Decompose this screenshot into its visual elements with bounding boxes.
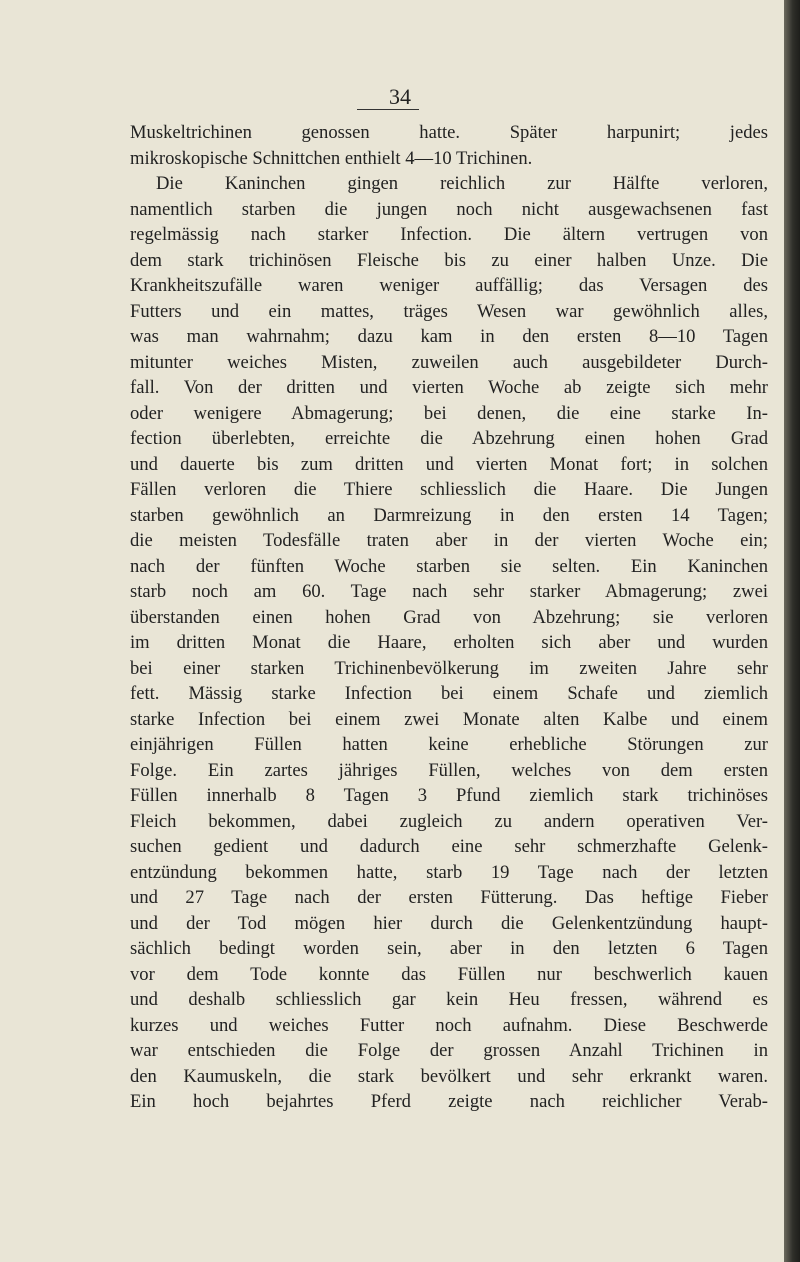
text-line: entzündung bekommen hatte, starb 19 Tage nach der letzten — [130, 861, 768, 883]
text-line: dem stark trichinösen Fleische bis zu einer halben Unze. Die — [130, 249, 768, 271]
text-line: mitunter weiches Misten, zuweilen auch ausgebildeter Durch- — [130, 351, 768, 373]
text-line: mikroskopische Schnittchen enthielt 4—10 Trichinen. — [130, 147, 533, 169]
text-line: fall. Von der dritten und vierten Woche ab zeigte sich mehr — [130, 377, 768, 398]
text-line: fett. Mässig starke Infection bei einem Schafe und ziemlich — [130, 683, 768, 704]
text-line: regelmässig nach starker Infection. Die ältern vertrugen von — [130, 224, 768, 245]
body-text — [130, 120, 768, 1115]
text-line: kurzes und weiches Futter noch aufnahm. Diese Beschwerde — [130, 1014, 768, 1036]
text-line: namentlich starben die jungen noch nicht ausgewachsenen fast — [130, 198, 768, 220]
text-line: Fällen verloren die Thiere schliesslich die Haare. Die Jungen — [130, 479, 768, 500]
text-line: nach der fünften Woche starben sie selten. Ein Kaninchen — [130, 555, 768, 577]
text-line: fection überlebten, erreichte die Abzehrung einen hohen Grad — [130, 428, 768, 449]
text-line: Futters und ein mattes, träges Wesen war gewöhnlich alles, — [130, 300, 768, 322]
text-line: und deshalb schliesslich gar kein Heu fressen, während es — [130, 989, 768, 1010]
text-line: suchen gedient und dadurch eine sehr schmerzhafte Gelenk- — [130, 836, 768, 857]
text-line: im dritten Monat die Haare, erholten sich aber und wurden — [130, 632, 768, 653]
text-line: überstanden einen hohen Grad von Abzehrung; sie verloren — [130, 606, 768, 628]
text-line: starke Infection bei einem zwei Monate alten Kalbe und einem — [130, 708, 768, 730]
page-number: 34 — [389, 84, 411, 109]
text-line: Ein hoch bejahrtes Pferd zeigte nach reichlicher Verab- — [130, 1091, 768, 1112]
text-line: war entschieden die Folge der grossen Anzahl Trichinen in — [130, 1040, 768, 1061]
text-line: Füllen innerhalb 8 Tagen 3 Pfund ziemlich stark trichinöses — [130, 785, 768, 806]
text-line: oder wenigere Abmagerung; bei denen, die eine starke In- — [130, 402, 768, 424]
text-line: bei einer starken Trichinenbevölkerung im zweiten Jahre sehr — [130, 657, 768, 679]
text-line: Folge. Ein zartes jähriges Füllen, welches von dem ersten — [130, 759, 768, 781]
text-line: Die Kaninchen gingen reichlich zur Hälfte verloren, — [156, 173, 768, 194]
text-line: starb noch am 60. Tage nach sehr starker Abmagerung; zwei — [130, 581, 768, 602]
page-edge-shadow — [784, 0, 800, 1262]
text-line: den Kaumuskeln, die stark bevölkert und sehr erkrankt waren. — [130, 1065, 768, 1087]
text-line: Krankheitszufälle waren weniger auffällig; das Versagen des — [130, 275, 768, 296]
text-line: und der Tod mögen hier durch die Gelenkentzündung haupt- — [130, 912, 768, 934]
text-line: und 27 Tage nach der ersten Fütterung. Das heftige Fieber — [130, 887, 768, 908]
page-number-rule — [357, 109, 419, 110]
text-line: und dauerte bis zum dritten und vierten Monat fort; in solchen — [130, 453, 768, 475]
text-line: einjährigen Füllen hatten keine erhebliche Störungen zur — [130, 734, 768, 755]
text-line: die meisten Todesfälle traten aber in der vierten Woche ein; — [130, 530, 768, 551]
text-line: vor dem Tode konnte das Füllen nur beschwerlich kauen — [130, 963, 768, 985]
text-line: sächlich bedingt worden sein, aber in den letzten 6 Tagen — [130, 938, 768, 959]
text-line: starben gewöhnlich an Darmreizung in den ersten 14 Tagen; — [130, 504, 768, 526]
text-line: Fleich bekommen, dabei zugleich zu andern operativen Ver- — [130, 810, 768, 832]
text-line: was man wahrnahm; dazu kam in den ersten 8—10 Tagen — [130, 326, 768, 347]
text-line: Muskeltrichinen genossen hatte. Später harpunirt; jedes — [130, 122, 768, 143]
